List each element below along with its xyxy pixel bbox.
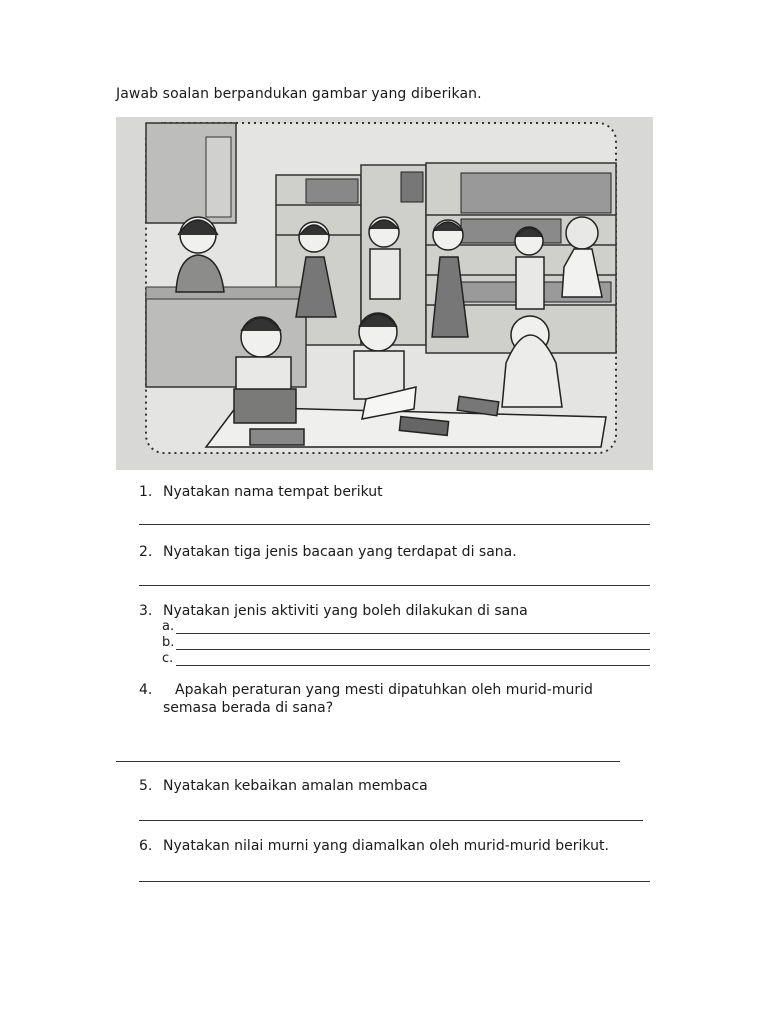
- sub-label: a.: [162, 619, 175, 634]
- answer-line-2[interactable]: [139, 585, 650, 586]
- question-text: Nyatakan nilai murni yang diamalkan oleh murid-murid berikut.: [163, 838, 609, 854]
- sub-answer-line[interactable]: [176, 665, 650, 666]
- answer-line-4[interactable]: [116, 761, 620, 762]
- question-text: Nyatakan tiga jenis bacaan yang terdapat di sana.: [163, 544, 517, 560]
- sub-answer-a[interactable]: [162, 620, 174, 634]
- question-number: 1.: [139, 484, 153, 500]
- question-number: 2.: [139, 544, 153, 560]
- question-number: 3.: [139, 603, 153, 619]
- question-1: [139, 483, 383, 501]
- question-4: [139, 681, 593, 699]
- answer-line-5[interactable]: [139, 820, 643, 821]
- instruction-text: Jawab soalan berpandukan gambar yang diberikan.: [116, 86, 482, 102]
- question-text: Apakah peraturan yang mesti dipatuhkan oleh murid-murid: [175, 682, 593, 698]
- question-3: [139, 602, 528, 620]
- question-number: 5.: [139, 778, 153, 794]
- question-4-continuation: semasa berada di sana?: [163, 700, 334, 716]
- sub-answer-line[interactable]: [176, 649, 650, 650]
- answer-line-1[interactable]: [139, 524, 650, 525]
- library-illustration: [116, 117, 653, 470]
- sub-answer-b[interactable]: [162, 636, 174, 650]
- question-text: Nyatakan kebaikan amalan membaca: [163, 778, 428, 794]
- sub-label: b.: [162, 635, 175, 650]
- question-2: [139, 543, 517, 561]
- sub-label: c.: [162, 651, 174, 666]
- question-5: [139, 777, 428, 795]
- question-number: 4.: [139, 682, 153, 698]
- sub-answer-line[interactable]: [176, 633, 650, 634]
- sub-answer-c[interactable]: [162, 652, 173, 666]
- question-6: [139, 837, 609, 855]
- answer-line-6[interactable]: [139, 881, 650, 882]
- question-text: Nyatakan jenis aktiviti yang boleh dilakukan di sana: [163, 603, 528, 619]
- question-text: Nyatakan nama tempat berikut: [163, 484, 383, 500]
- question-number: 6.: [139, 838, 153, 854]
